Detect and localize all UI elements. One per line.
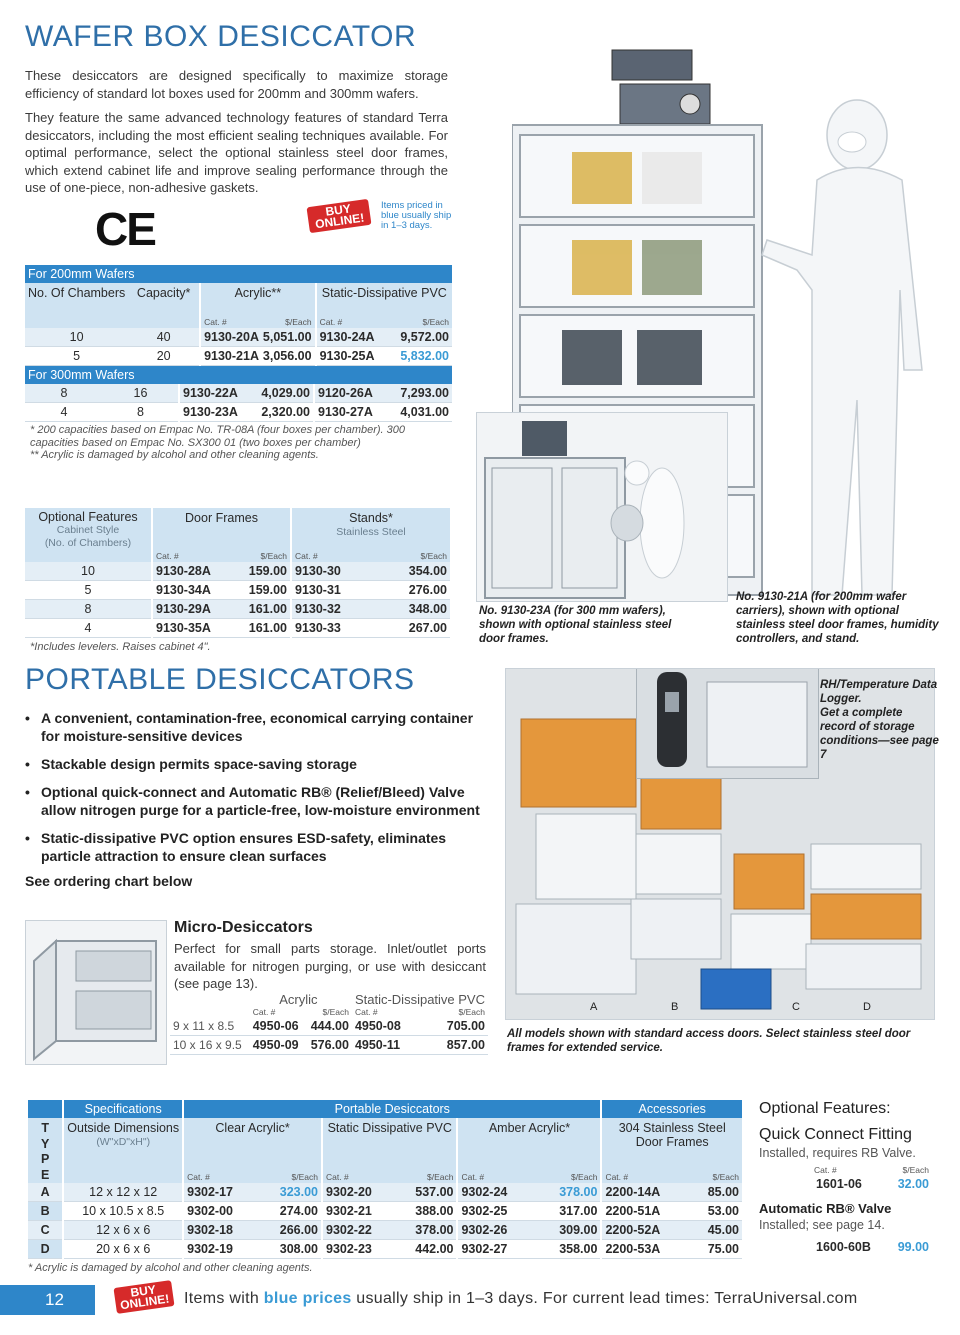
header-door-frames: Door Frames — [152, 508, 291, 551]
section-300mm: For 300mm Wafers — [25, 366, 452, 384]
options-table: Optional Features Cabinet Style (No. of Chambers) Door Frames Stands* Stainless Steel Cat. # $/Each Cat. # $/Each 10 9130-28A 159.00 9130-30 354.00 5 9130-34A 159.00 9130-31 276.00 8 9130-29A 161.00 9130-32 348.00 4 9130-35A 161.00 9130-33 267.00 *Includes levelers. Raises cabinet 4". — [25, 508, 450, 654]
portable-title: PORTABLE DESICCATORS — [25, 663, 415, 696]
rh-logger-inset — [636, 668, 819, 779]
rb-valve-price: 99.00 — [897, 1240, 929, 1254]
footnote-acrylic: ** Acrylic is damaged by alcohol and other cleaning agents. — [30, 449, 319, 461]
rb-valve-cat: 1600-60B — [816, 1240, 871, 1254]
header-accessories: Accessories — [601, 1100, 742, 1118]
footnote-stands: *Includes levelers. Raises cabinet 4". — [30, 641, 211, 653]
footnote-portable: * Acrylic is damaged by alcohol and other cleaning agents. — [28, 1262, 313, 1274]
header-micro-pvc: Static-Dissipative PVC — [354, 992, 485, 1007]
table-row: 10 9130-28A 159.00 9130-30 354.00 — [25, 562, 450, 581]
table-row: 4 9130-35A 161.00 9130-33 267.00 — [25, 619, 450, 638]
portable-feature-list — [25, 709, 495, 875]
list-item: • Optional quick-connect and Automatic RB® (Relief/Bleed) Valve allow nitrogen purge for a particle-free, low-moisture environment — [25, 783, 495, 819]
page-title: WAFER BOX DESICCATOR — [25, 20, 417, 53]
list-item: • Stackable design permits space-saving storage — [25, 755, 495, 773]
data-logger-icon — [637, 668, 820, 780]
micro-title: Micro-Desiccators — [174, 919, 313, 936]
each-label: $/Each — [285, 317, 312, 327]
optional-features: Optional Features: Quick Connect Fitting Installed, requires RB Valve. Cat. # $/Each 1601-06 32.00 Automatic RB® Valve Installed; see page 14. 1600-60B 99.00 — [759, 1100, 929, 1254]
header-micro-acrylic: Acrylic — [279, 992, 318, 1007]
footnote-capacity: * 200 capacities based on Empac No. TR-08A (four boxes per chamber). 300 capacities based on Empac No. SX300 01 (two boxes per chamber) — [30, 424, 406, 449]
each-label: $/Each — [422, 317, 449, 327]
header-static-dissipative: Static Dissipative PVC — [322, 1118, 457, 1172]
header-outside-dimensions: Outside Dimensions — [67, 1121, 180, 1135]
footer-blue-prices: blue prices — [263, 1290, 352, 1307]
header-capacity: Capacity* — [128, 283, 200, 317]
caption-portable: All models shown with standard access doors. Select stainless steel door frames for extended service. — [507, 1028, 911, 1054]
blue-price: 323.00 — [279, 1185, 318, 1199]
optional-features-title: Optional Features: — [759, 1100, 891, 1117]
table-row: 5 20 9130-21A 3,056.00 9130-25A 5,832.00 — [25, 347, 452, 366]
table-row: 9 x 11 x 8.5 4950-06 444.00 4950-08 705.00 — [170, 1017, 488, 1036]
label-a: A — [590, 1001, 598, 1013]
caption-300mm: No. 9130-23A (for 300 mm wafers), shown with optional stainless steel door frames. — [479, 605, 672, 645]
table-row: 4 8 9130-23A 2,320.00 9130-27A 4,031.00 — [25, 403, 452, 422]
ce-mark: CE — [95, 203, 155, 255]
cat-label: Cat. # — [204, 317, 227, 327]
list-item: • Static-dissipative PVC option ensures ESD-safety, eliminates particle attraction to ensure clean surfaces — [25, 829, 495, 865]
table-row: D 20 x 6 x 6 9302-19 308.00 9302-23 442.00 9302-27 358.00 2200-53A 75.00 — [28, 1240, 742, 1259]
header-stands: Stands* — [349, 511, 393, 525]
quick-connect-cat: 1601-06 — [816, 1177, 862, 1191]
header-ss-door-frames: 304 Stainless Steel Door Frames — [601, 1118, 742, 1172]
label-d: D — [863, 1001, 871, 1013]
header-optional-features: Optional Features — [38, 510, 138, 524]
header-clear-acrylic: Clear Acrylic* — [183, 1118, 322, 1172]
quick-connect-title: Quick Connect Fitting — [759, 1126, 912, 1143]
portable-ordering-table: Specifications Portable Desiccators Accessories T Y P E Outside Dimensions (W"xD"xH") Clear Acrylic* Static Dissipative PVC Amber Acrylic* 304 Stainless Steel Door Frames Cat. # $/Each Cat. # $/Each Cat. # $/Each Cat. # $/Each A 12 x 12 x 12 9302-17 323.00 9302-20 537.00 9302-24 378.00 2200-14A 85.00 B 10 x 10.5 x 8.5 9302-00 274.00 9302-21 388.00 9302-25 317.00 2200-51A 53.00 C 12 x 6 x 6 9302-18 266.00 9302-22 378.00 9302-26 309.00 2200-52A 45.00 D 20 x 6 x 6 9302-19 308.00 9302-23 442.00 9302-27 358.00 2200-53A 75.00 * Acrylic is damaged by alcohol and other cleaning agents. — [28, 1100, 742, 1275]
footer-buy-online-badge[interactable]: BUY ONLINE! — [113, 1280, 174, 1314]
buy-online-note: Items priced in blue usually ship in 1–3 days. — [381, 200, 452, 231]
page-number: 12 — [0, 1285, 95, 1315]
header-acrylic: Acrylic** — [200, 283, 316, 317]
table-row: 10 40 9130-20A 5,051.00 9130-24A 9,572.00 — [25, 328, 452, 347]
blue-price: 5,832.00 — [400, 349, 449, 363]
table-row: B 10 x 10.5 x 8.5 9302-00 274.00 9302-21 388.00 9302-25 317.00 2200-51A 53.00 — [28, 1202, 742, 1221]
quick-connect-text: Installed, requires RB Valve. — [759, 1146, 916, 1160]
label-c: C — [792, 1001, 800, 1013]
micro-desiccator-photo — [25, 920, 167, 1065]
blue-price: 378.00 — [559, 1185, 598, 1199]
header-portable-desiccators: Portable Desiccators — [183, 1100, 601, 1118]
inset-cabinet-illustration — [477, 413, 728, 602]
header-pvc: Static-Dissipative PVC — [316, 283, 452, 317]
header-amber-acrylic: Amber Acrylic* — [457, 1118, 601, 1172]
see-ordering-chart: See ordering chart below — [25, 873, 193, 889]
header-chambers: No. Of Chambers — [25, 283, 128, 317]
table-row: 10 x 16 x 9.5 4950-09 576.00 4950-11 857.00 — [170, 1036, 488, 1055]
table-row: C 12 x 6 x 6 9302-18 266.00 9302-22 378.00 9302-26 309.00 2200-52A 45.00 — [28, 1221, 742, 1240]
table-row: A 12 x 12 x 12 9302-17 323.00 9302-20 537.00 9302-24 378.00 2200-14A 85.00 — [28, 1183, 742, 1202]
intro-paragraph-1: These desiccators are designed specifically to maximize storage efficiency of standard lot boxes used for 200mm and 300mm wafers. — [25, 68, 448, 101]
rh-logger-text: Get a complete record of storage conditions—see page 7 — [820, 707, 939, 761]
rb-valve-text: Installed; see page 14. — [759, 1218, 885, 1232]
header-specifications: Specifications — [63, 1100, 183, 1118]
micro-table: Acrylic Static-Dissipative PVC Cat. # $/Each Cat. # $/Each 9 x 11 x 8.5 4950-06 444.00 4950-08 705.00 10 x 16 x 9.5 4950-09 576.00 4950-11 857.00 — [170, 992, 488, 1055]
table-row: 5 9130-34A 159.00 9130-31 276.00 — [25, 581, 450, 600]
list-item: • A convenient, contamination-free, economical carrying container for moisture-sensitive devices — [25, 709, 495, 745]
quick-connect-price: 32.00 — [897, 1177, 929, 1191]
table-row: 8 16 9130-22A 4,029.00 9120-26A 7,293.00 — [25, 384, 452, 403]
caption-200mm: No. 9130-21A (for 200mm wafer carriers), shown with optional stainless steel door frames, humidity controllers, and stand. — [736, 591, 939, 645]
wafer-table — [25, 265, 452, 462]
section-200mm: For 200mm Wafers — [25, 265, 452, 283]
footer-note: Items with blue prices usually ship in 1–3 days. For current lead times: TerraUniversal.com — [184, 1290, 858, 1307]
rb-valve-title: Automatic RB® Valve — [759, 1201, 892, 1216]
micro-text: Perfect for small parts storage. Inlet/outlet ports available for nitrogen purging, or use with desiccant (see page 13). — [174, 941, 486, 991]
label-b: B — [671, 1001, 679, 1013]
table-row: 8 9130-29A 161.00 9130-32 348.00 — [25, 600, 450, 619]
buy-online-badge[interactable]: BUY ONLINE! — [306, 199, 371, 233]
cat-label: Cat. # — [319, 317, 343, 327]
micro-desiccator-illustration — [26, 921, 167, 1065]
intro-paragraph-2: They feature the same advanced technology features of standard Terra desiccators, including the most efficient sealing techniques available. For optimal performance, select the optional stainless steel door frames, which extend cabinet life and improve sealing performance through the use of one-piece, non-adhesive gaskets. — [25, 110, 448, 195]
inset-photo-300mm — [476, 412, 728, 602]
rh-logger-title: RH/Temperature Data Logger. — [820, 679, 938, 705]
